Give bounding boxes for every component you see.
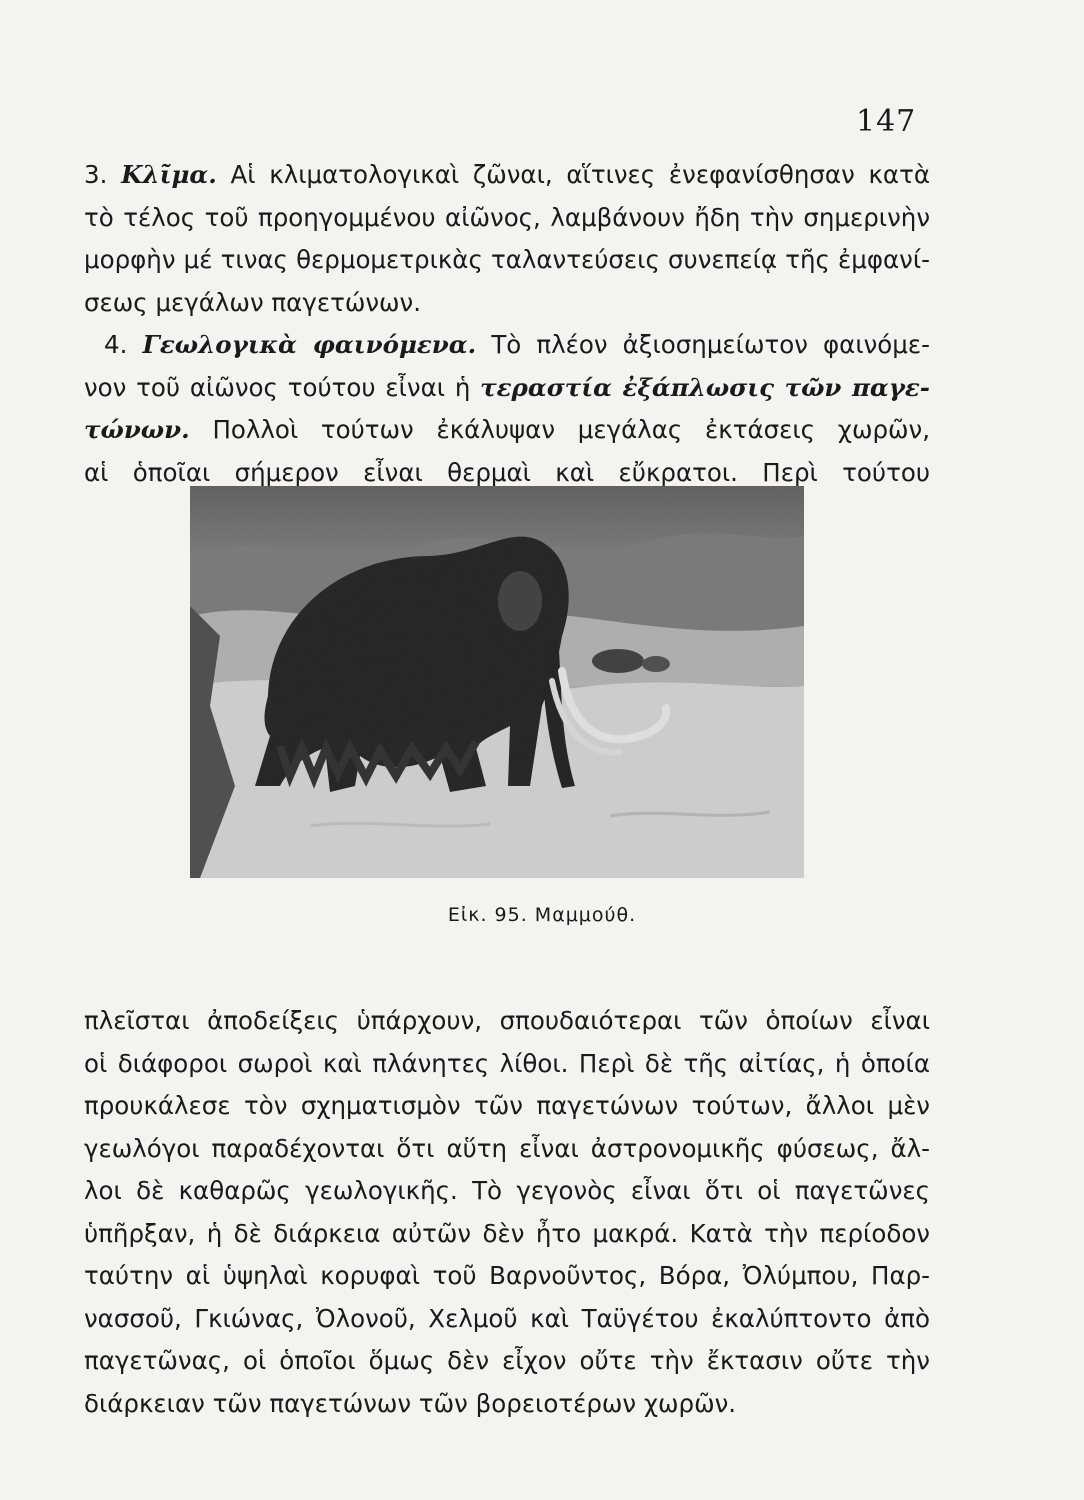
text-span: Αἱ κλιματολογικαὶ ζῶναι, αἵτινες ἐνεφανίσθησαν κατὰ (230, 160, 930, 189)
page-number: 147 (856, 104, 917, 139)
text-line (84, 409, 930, 452)
text-line: πλεῖσται ἀποδείξεις ὑπάρχουν, σπουδαιότεραι τῶν ὁποίων εἶναι (84, 1006, 930, 1035)
text-line (84, 154, 930, 197)
text-line: ταύτην αἱ ὑψηλαὶ κορυφαὶ τοῦ Βαρνοῦντος, Βόρα, Ὀλύμπου, Παρ- (84, 1261, 930, 1290)
text-line: διάρκειαν τῶν παγετώνων τῶν βορειοτέρων χωρῶν. (84, 1388, 737, 1418)
text-line: παγετῶνας, οἱ ὁποῖοι ὅμως δὲν εἶχον οὔτε τὴν ἔκτασιν οὔτε τὴν (84, 1346, 930, 1375)
section-heading: Κλῖμα. (121, 160, 217, 189)
text-line (84, 324, 930, 367)
text-line: οἱ διάφοροι σωροὶ καὶ πλάνητες λίθοι. Περὶ δὲ τῆς αἰτίας, ἡ ὁποία (84, 1048, 930, 1078)
text-line: γεωλόγοι παραδέχονται ὅτι αὕτη εἶναι ἀστρονομικῆς φύσεως, ἄλ- (84, 1133, 930, 1163)
text-line: τὸ τέλος τοῦ προηγομμένου αἰῶνος, λαμβάνουν ἤδη τὴν σημερινὴν (84, 202, 930, 232)
emphasized-text: τεραστία ἐξάπλωσις τῶν παγε- (480, 372, 930, 402)
top-text-block (84, 154, 930, 494)
text-line (84, 367, 930, 410)
bottom-text-block (84, 1000, 930, 1425)
text-line: προυκάλεσε τὸν σχηματισμὸν τῶν παγετώνων τούτων, ἄλλοι μὲν (84, 1091, 930, 1120)
text-line: νασσοῦ, Γκιώνας, Ὀλονοῦ, Χελμοῦ καὶ Ταϋγέτου ἐκαλύπτοντο ἀπὸ (84, 1303, 930, 1333)
figure-caption: Εἰκ. 95. Μαμμούθ. (447, 904, 637, 926)
section-number: 3. (84, 160, 108, 189)
text-span: Τὸ πλέον ἀξιοσημείωτον φαινόμε- (491, 330, 930, 359)
text-line: μορφὴν μέ τινας θερμομετρικὰς ταλαντεύσεις συνεπείᾳ τῆς ἐμφανί- (84, 245, 930, 274)
section-number: 4. (104, 330, 128, 359)
text-line: σεως μεγάλων παγετώνων. (84, 287, 422, 317)
mammoth-illustration (190, 486, 804, 878)
text-span: νον τοῦ αἰῶνος τούτου εἶναι ἡ (84, 372, 471, 402)
text-span: Πολλοὶ τούτων ἐκάλυψαν μεγάλας ἐκτάσεις χωρῶν, (212, 415, 930, 444)
text-line: αἱ ὁποῖαι σήμερον εἶναι θερμαὶ καὶ εὔκρατοι. Περὶ τούτου (84, 457, 930, 487)
text-line: ὑπῆρξαν, ἡ δὲ διάρκεια αὐτῶν δὲν ἦτο μακρά. Κατὰ τὴν περίοδον (84, 1218, 930, 1248)
section-heading: Γεωλογικὰ φαινόμενα. (142, 330, 477, 359)
emphasized-text: τώνων. (84, 415, 190, 444)
text-line: λοι δὲ καθαρῶς γεωλογικῆς. Τὸ γεγονὸς εἶναι ὅτι οἱ παγετῶνες (84, 1176, 930, 1205)
